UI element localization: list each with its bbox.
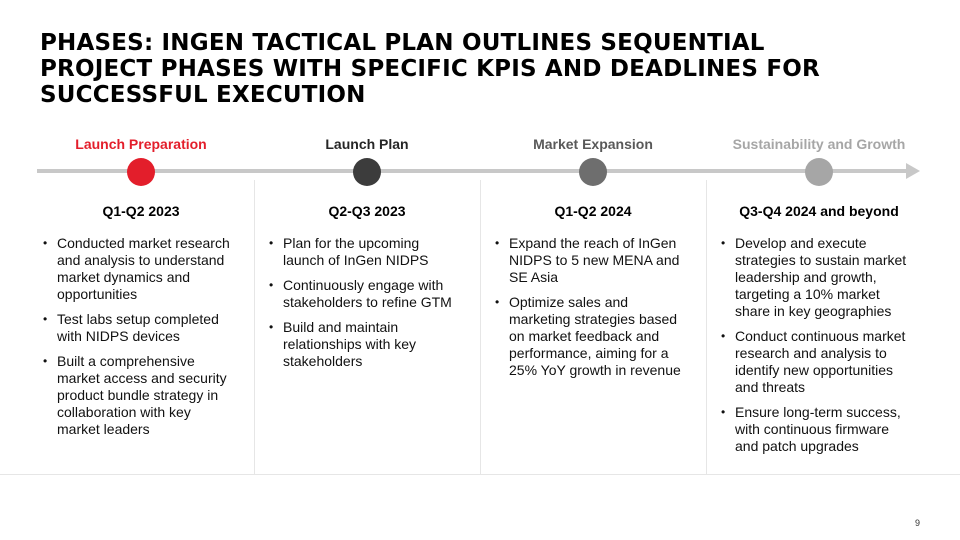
list-item: • Test labs setup completed with NIDPS devices bbox=[43, 311, 233, 345]
list-item: • Develop and execute strategies to sustain market leadership and growth, targeting a 10% market share in key geographies bbox=[721, 235, 911, 320]
phase-period-2: Q2-Q3 2023 bbox=[328, 203, 406, 219]
phase-dot-2 bbox=[353, 158, 381, 186]
timeline-line bbox=[37, 169, 910, 173]
list-item: • Ensure long-term success, with continuous firmware and patch upgrades bbox=[721, 404, 911, 455]
list-item: • Conducted market research and analysis to understand market dynamics and opportunities bbox=[43, 235, 233, 303]
list-item: • Plan for the upcoming launch of InGen NIDPS bbox=[269, 235, 459, 269]
footer-divider bbox=[0, 474, 960, 475]
list-item: • Built a comprehensive market access and security product bundle strategy in collaboration with key market leaders bbox=[43, 353, 233, 438]
page-number: 9 bbox=[914, 518, 920, 528]
phase-bullets-3 bbox=[495, 235, 685, 387]
phase-bullets-1 bbox=[43, 235, 233, 446]
phase-dot-4 bbox=[805, 158, 833, 186]
phase-period-3: Q1-Q2 2024 bbox=[554, 203, 632, 219]
phase-bullets-2 bbox=[269, 235, 459, 378]
phase-dot-1 bbox=[127, 158, 155, 186]
phase-name-2: Launch Plan bbox=[325, 136, 409, 152]
phase-bullets-4 bbox=[721, 235, 911, 463]
phase-name-4: Sustainability and Growth bbox=[732, 136, 906, 152]
phase-period-4: Q3-Q4 2024 and beyond bbox=[739, 203, 899, 219]
list-item: • Build and maintain relationships with key stakeholders bbox=[269, 319, 459, 370]
list-item: • Continuously engage with stakeholders to refine GTM bbox=[269, 277, 459, 311]
timeline-arrow-icon bbox=[906, 163, 920, 179]
list-item: • Optimize sales and marketing strategies based on market feedback and performance, aiming for a 25% YoY growth in revenue bbox=[495, 294, 685, 379]
slide-title: PHASES: INGEN TACTICAL PLAN OUTLINES SEQUENTIAL PROJECT PHASES WITH SPECIFIC KPIS AND DEADLINES FOR SUCCESSFUL EXECUTION bbox=[40, 30, 820, 108]
list-item: • Conduct continuous market research and analysis to identify new opportunities and threats bbox=[721, 328, 911, 396]
phase-name-1: Launch Preparation bbox=[75, 136, 207, 152]
list-item: • Expand the reach of InGen NIDPS to 5 new MENA and SE Asia bbox=[495, 235, 685, 286]
phase-name-3: Market Expansion bbox=[533, 136, 653, 152]
phase-period-1: Q1-Q2 2023 bbox=[102, 203, 180, 219]
phase-dot-3 bbox=[579, 158, 607, 186]
